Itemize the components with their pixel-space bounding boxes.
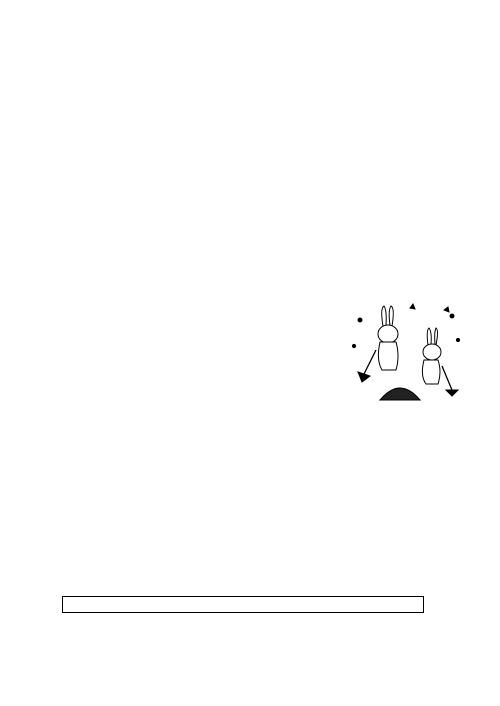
header bbox=[48, 17, 90, 28]
poem bbox=[112, 143, 140, 156]
finland-banner bbox=[62, 596, 424, 613]
rabbits-sweeping-leaves-illustration bbox=[340, 290, 470, 410]
